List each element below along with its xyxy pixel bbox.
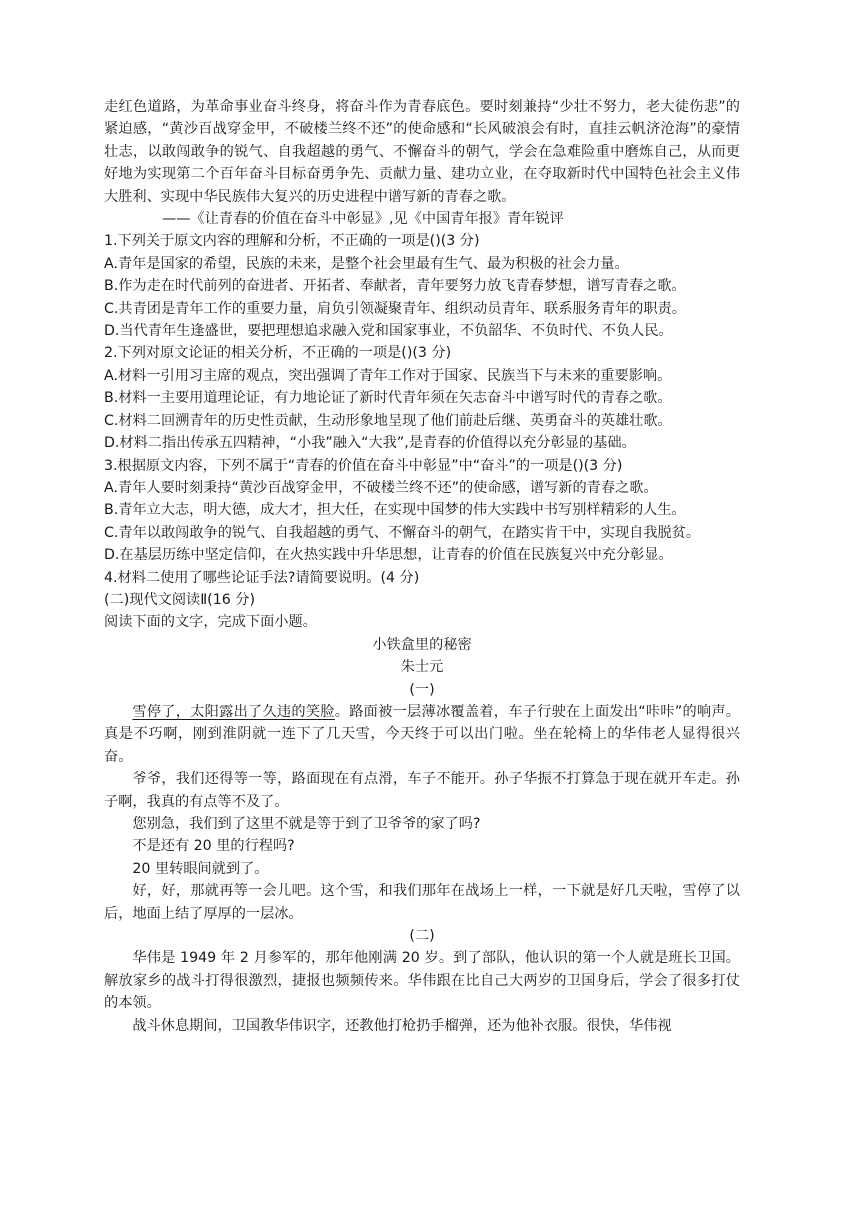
question-3-option-a: A.青年人要时刻秉持“黄沙百战穿金甲，不破楼兰终不还”的使命感，谱写新的青春之歌。: [104, 479, 658, 496]
story-paragraph: 20 里转眼间就到了。: [132, 860, 269, 877]
question-1-option-c: C.共青团是青年工作的重要力量，肩负引领凝聚青年、组织动员青年、联系服务青年的职责。: [104, 300, 686, 317]
story-title: 小铁盒里的秘密: [372, 636, 472, 653]
question-3-option-d: D.在基层历练中坚定信仰，在火热实践中升华思想，让青春的价值在民族复兴中充分彰显。: [104, 547, 673, 564]
passage-paragraph: 走红色道路，为革命事业奋斗终身，将奋斗作为青春底色。要时刻兼持“少壮不努力，老大徒伤悲”的紧迫感，“黄沙百战穿金甲，不破楼兰终不还”的使命感和“长风破浪会有时，直挂云帆济沧海”的豪情壮志，以敢闯敢争的锐气、自我超越的勇气、不懈奋斗的朝气，学会在急难险重中磨炼自己，从而更好地为实现第二个百年奋斗目标奋勇争先、贡献力量、建功立业，在夺取新时代中国特色社会主义伟大胜利、实现中华民族伟大复兴的历史进程中谱写新的青春之歌。: [104, 99, 740, 205]
story-paragraph: 华伟是 1949 年 2 月参军的，那年他刚满 20 岁。到了部队，他认识的第一个人就是班长卫国。解放家乡的战斗打得很激烈，捷报也频频传来。华伟跟在比自己大两岁的卫国身后，学会了很多打仗的本领。: [104, 950, 740, 1012]
question-2-stem: 2.下列对原文论证的相关分析，不正确的一项是()(3 分): [104, 345, 452, 362]
question-1-stem: 1.下列关于原文内容的理解和分析，不正确的一项是()(3 分): [104, 233, 480, 250]
story-paragraph: 爷爷，我们还得等一等，路面现在有点滑，车子不能开。孙子华振不打算急于现在就开车走。孙子啊，我真的有点等不及了。: [104, 771, 740, 810]
question-1-option-d: D.当代青年生逢盛世，要把理想追求融入党和国家事业，不负韶华、不负时代、不负人民。: [104, 323, 673, 340]
section-instruction: 阅读下面的文字，完成下面小题。: [104, 614, 317, 631]
question-3-option-b: B.青年立大志，明大德，成大才，担大任，在实现中国梦的伟大实践中书写别样精彩的人生。: [104, 502, 686, 519]
story-paragraph: 战斗休息期间，卫国教华伟识字，还教他打枪扔手榴弹，还为他补衣服。很快，华伟视: [132, 1017, 672, 1034]
document-page: [104, 96, 740, 1037]
source-citation: ——《让青春的价值在奋斗中彰显》,见《中国青年报》青年锐评: [162, 211, 564, 228]
part-2-label: (二): [409, 928, 435, 945]
underlined-sentence: 雪停了，太阳露出了久违的笑脸: [132, 703, 335, 720]
story-paragraph: 不是还有 20 里的行程吗?: [132, 838, 295, 855]
story-paragraph: [104, 701, 740, 768]
story-paragraph: 好，好，那就再等一会儿吧。这个雪，和我们那年在战场上一样，一下就是好几天啦，雪停了以后，地面上结了厚厚的一层冰。: [104, 883, 740, 922]
question-4-stem: 4.材料二使用了哪些论证手法?请简要说明。(4 分): [104, 569, 420, 586]
question-2-option-b: B.材料一主要用道理论证，有力地论证了新时代青年须在矢志奋斗中谱写时代的青春之歌。: [104, 390, 672, 407]
story-paragraph: 您别急，我们到了这里不就是等于到了卫爷爷的家了吗?: [132, 816, 481, 832]
question-2-option-c: C.材料二回溯青年的历史性贡献，生动形象地呈现了他们前赴后继、英勇奋斗的英雄壮歌。: [104, 412, 672, 429]
paragraph-text: 。路面被一层薄冰覆盖着，车子行驶在上面发出“咔咔”的响声。真是不巧啊，刚到淮阴就一连下了几天雪，今天终于可以出门啦。坐在轮椅上的华伟老人显得很兴奋。: [104, 703, 740, 765]
section-heading: (二)现代文阅读Ⅱ(16 分): [104, 591, 255, 608]
question-1-option-b: B.作为走在时代前列的奋进者、开拓者、奉献者，青年要努力放飞青春梦想，谱写青春之歌。: [104, 278, 686, 295]
question-2-option-d: D.材料二指出传承五四精神，“小我”融入“大我”,是青春的价值得以充分彰显的基础。: [104, 435, 636, 452]
question-3-stem: 3.根据原文内容，下列不属于“青春的价值在奋斗中彰显”中“奋斗”的一项是()(3 分): [104, 457, 623, 474]
part-1-label: (一): [409, 681, 435, 698]
question-3-option-c: C.青年以敢闯敢争的锐气、自我超越的勇气、不懈奋斗的朝气，在踏实肯干中，实现自我脱贫。: [104, 524, 701, 541]
question-1-option-a: A.青年是国家的希望，民族的未来，是整个社会里最有生气、最为积极的社会力量。: [104, 255, 629, 272]
story-author: 朱士元: [400, 659, 444, 676]
question-2-option-a: A.材料一引用习主席的观点，突出强调了青年工作对于国家、民族当下与未来的重要影响。: [104, 367, 672, 384]
